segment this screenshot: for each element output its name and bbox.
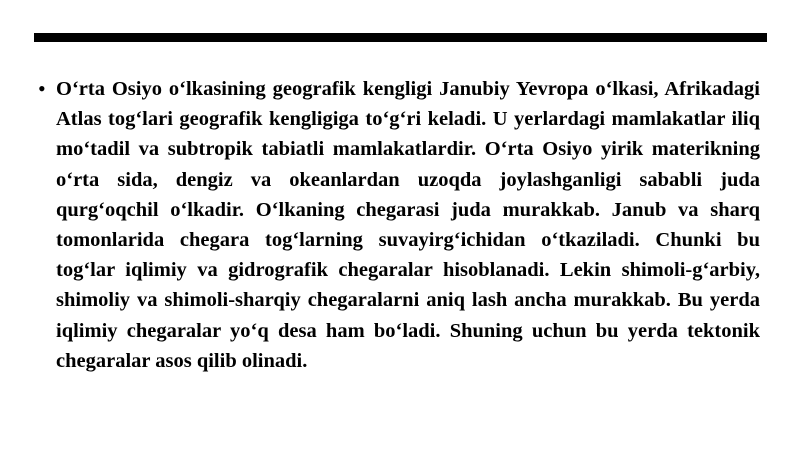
- bullet-icon: •: [38, 76, 46, 101]
- bullet-paragraph: O‘rta Osiyo o‘lkasining geografik kengligi Janubiy Yevropa o‘lkasi, Afrikadagi Atlas tog‘lari geografik kengligiga to‘g‘ri keladi. U yerlardagi mamlakatlar iliq mo‘tadil va subtropik tabiatli mamlakatlardir. O‘rta Osiyo yirik materikning o‘rta sida, dengiz va okeanlardan uzoqda joylashganligi sababli juda qurg‘oqchil o‘lkadir. O‘lkaning chegarasi juda murakkab. Janub va sharq tomonlarida chegara tog‘larning suvayirg‘ichidan o‘tkaziladi. Chunki bu tog‘lar iqlimiy va gidrografik chegaralar hisoblanadi. Lekin shimoli-g‘arbiy, shimoliy va shimoli-sharqiy chegaralarni aniq lash ancha murakkab. Bu yerda iqlimiy chegaralar yo‘q desa ham bo‘ladi. Shuning uchun bu yerda tektonik chegaralar asos qilib olinadi.: [56, 78, 760, 372]
- bullet-item: [38, 74, 760, 376]
- top-divider-bar: [34, 33, 767, 42]
